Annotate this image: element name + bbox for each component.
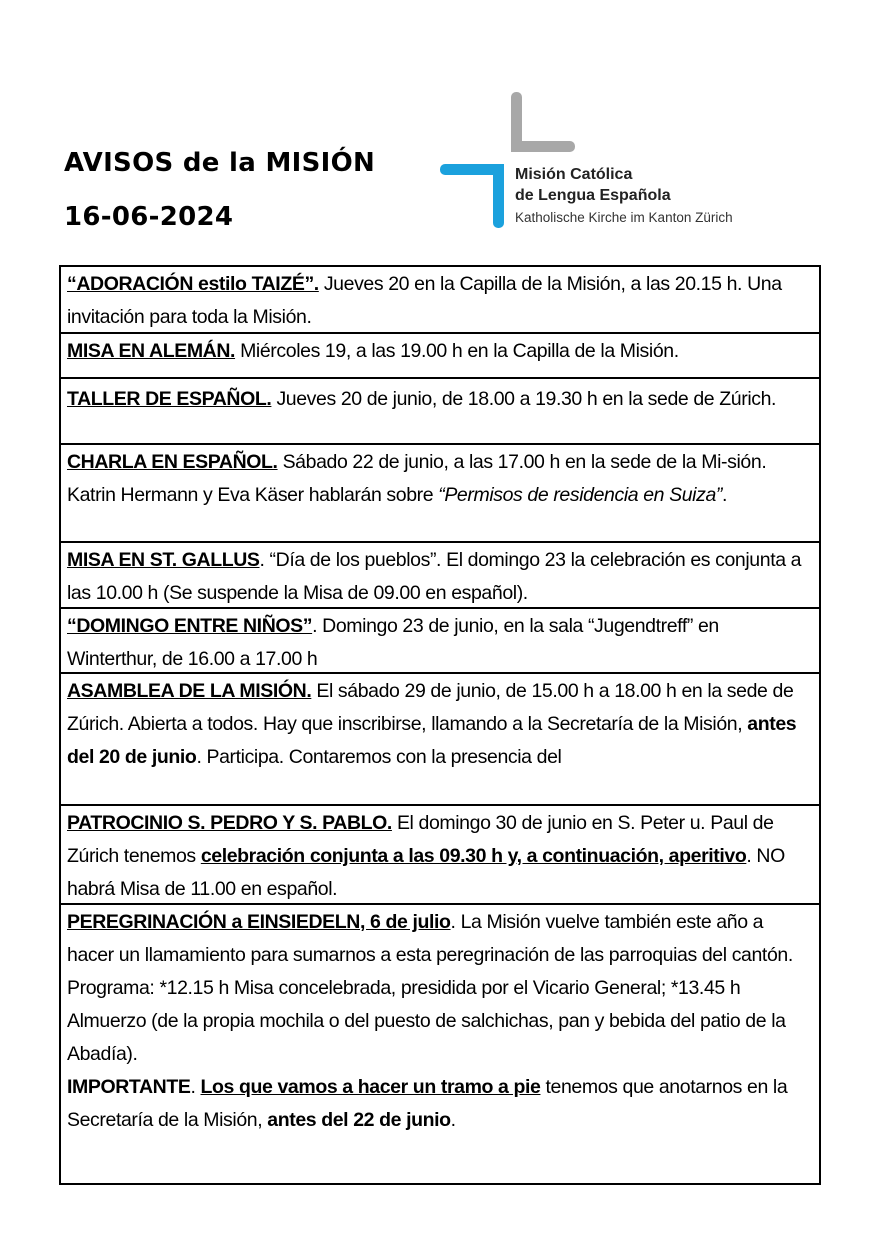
notices-table [59, 265, 821, 1185]
notice-text: Miércoles 19, a las 19.00 h en la Capilla de la Misión. [235, 340, 679, 362]
notice-text: Jueves 20 en la Capilla de la Misión, a las 20.15 h. Una invitación para toda la Misión. [67, 273, 782, 328]
notice-charla [61, 445, 819, 543]
logo-cross-blue-vertical [493, 164, 504, 228]
notice-text: El sábado 29 de junio, de 15.00 h a 18.00 h en la sede de Zúrich. Abierta a todos. Hay que inscribirse, llamando a la Secretaría de la Misión, [67, 680, 794, 735]
logo-line-2: de Lengua Española [515, 187, 671, 204]
notice-heading: ASAMBLEA DE LA MISIÓN. [67, 680, 312, 702]
notice-st-gallus [61, 543, 819, 609]
header [64, 140, 375, 240]
logo-line-3: Katholische Kirche im Kanton Zürich [515, 210, 733, 225]
notice-heading: PATROCINIO S. PEDRO Y S. PABLO. [67, 812, 392, 834]
notice-text: . “Día de los pueblos”. El domingo 23 la celebración es conjunta a las 10.00 h (Se suspende la Misa de 09.00 en español). [67, 549, 802, 604]
notice-walk-group: Los que vamos a hacer un tramo a pie [200, 1076, 541, 1098]
logo-line-1: Misión Católica [515, 166, 633, 183]
notice-patrocinio [61, 806, 819, 905]
notice-text-end: . [450, 1109, 456, 1131]
notice-text-end: . [722, 484, 728, 506]
notice-heading: MISA EN ST. GALLUS [67, 549, 260, 571]
notice-deadline: antes del 22 de junio [267, 1109, 451, 1131]
notice-heading: MISA EN ALEMÁN. [67, 340, 236, 362]
notice-peregrinacion [61, 905, 819, 1183]
notice-text-end: . NO habrá Misa de 11.00 en español. [67, 845, 785, 900]
notice-important-label: IMPORTANTE [67, 1076, 191, 1098]
notice-heading: “ADORACIÓN estilo TAIZÉ”. [67, 273, 319, 295]
notice-text: . La Misión vuelve también este año a hacer un llamamiento para sumarnos a esta peregrinación de las parroquias del cantón. Programa: *12.15 h Misa concelebrada, presidida por el Vicario General; *13.45 h Almuerzo (de la propia mochila o del puesto de salchichas, pan y bebida del patio de la Abadía). [67, 911, 793, 1065]
notice-text: El domingo 30 de junio en S. Peter u. Paul de Zúrich tenemos [67, 812, 774, 867]
notice-adoracion [61, 267, 819, 334]
notice-text: Sábado 22 de junio, a las 17.00 h en la sede de la Mi-sión. Katrin Hermann y Eva Käser hablarán sobre [67, 451, 767, 506]
notice-highlight: celebración conjunta a las 09.30 h y, a continuación, aperitivo [200, 845, 747, 867]
notice-heading: TALLER DE ESPAÑOL. [67, 388, 272, 410]
notice-domingo-ninos [61, 609, 819, 674]
notice-misa-aleman [61, 334, 819, 379]
notice-deadline: antes del 20 de junio [67, 713, 797, 768]
notice-text: tenemos que anotarnos en la Secretaría de la Misión, [67, 1076, 788, 1131]
notice-text-end: . Participa. Contaremos con la presencia del [196, 746, 562, 768]
logo-cross-gray-horizontal [511, 141, 575, 152]
notice-text: . Domingo 23 de junio, en la sala “Jugendtreff” en Winterthur, de 16.00 a 17.00 h [67, 615, 719, 670]
notice-separator: . [190, 1076, 201, 1098]
notice-asamblea [61, 674, 819, 806]
notice-heading: “DOMINGO ENTRE NIÑOS” [67, 615, 313, 637]
mission-logo [438, 90, 768, 235]
notice-taller [61, 379, 819, 445]
notice-text: Jueves 20 de junio, de 18.00 a 19.30 h en la sede de Zúrich. [271, 388, 777, 410]
notice-heading: PEREGRINACIÓN a EINSIEDELN, 6 de julio [67, 911, 451, 933]
page-title: AVISOS de la MISIÓN [64, 148, 376, 178]
notice-date: 16-06-2024 [64, 202, 234, 232]
notice-italic-topic: “Permisos de residencia en Suiza” [438, 484, 723, 506]
notice-heading: CHARLA EN ESPAÑOL. [67, 451, 278, 473]
